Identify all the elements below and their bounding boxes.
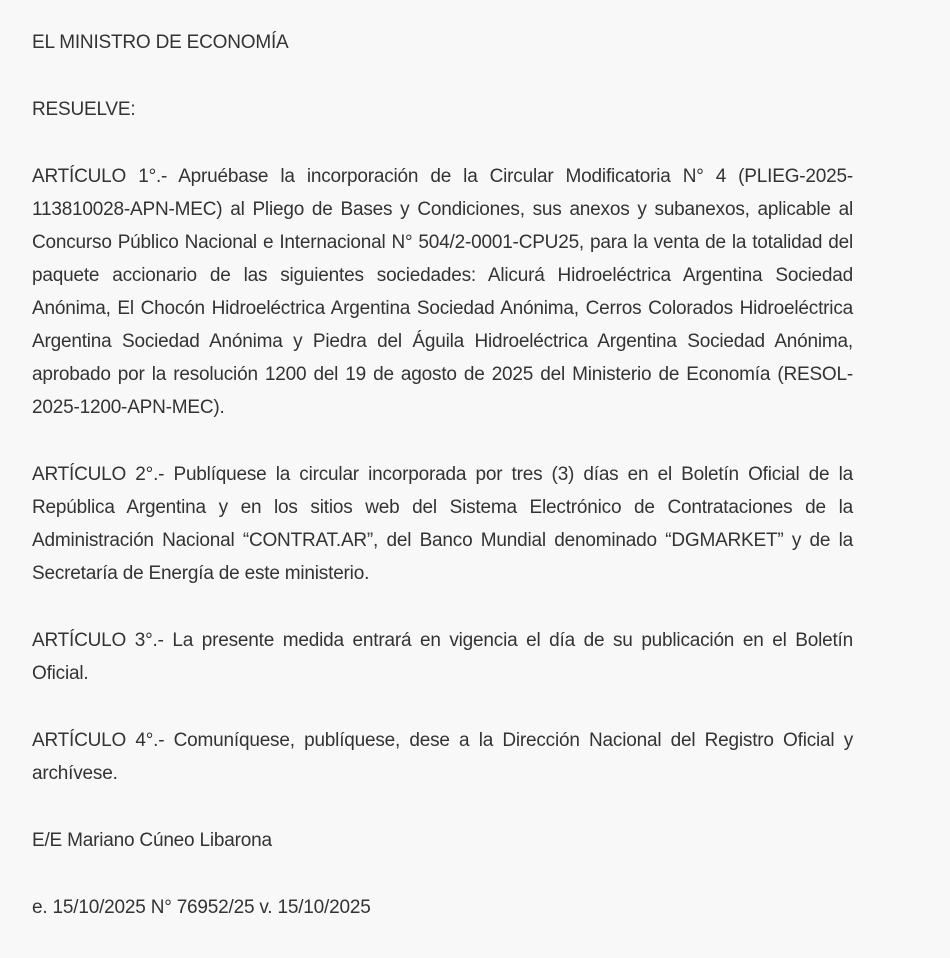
article-1: ARTÍCULO 1°.- Apruébase la incorporación de la Circular Modificatoria N° 4 (PLIEG-2025-113810028-APN-MEC) al Pliego de Bases y Condiciones, sus anexos y subanexos, aplicable al Concurso Público Nacional e Internacional N° 504/2-0001-CPU25, para la venta de la totalidad del paquete accionario de las siguientes sociedades: Alicurá Hidroeléctrica Argentina Sociedad Anónima, El Chocón Hidroeléctrica Argentina Sociedad Anónima, Cerros Colorados Hidroeléctrica Argentina Sociedad Anónima y Piedra del Águila Hidroeléctrica Argentina Sociedad Anónima, aprobado por la resolución 1200 del 19 de agosto de 2025 del Ministerio de Economía (RESOL-2025-1200-APN-MEC). bbox=[32, 166, 853, 418]
resolves-heading: RESUELVE: bbox=[32, 99, 136, 120]
document-body bbox=[32, 26, 853, 958]
publication-footer: e. 15/10/2025 N° 76952/25 v. 15/10/2025 bbox=[32, 897, 371, 918]
minister-heading: EL MINISTRO DE ECONOMÍA bbox=[32, 32, 289, 53]
article-2: ARTÍCULO 2°.- Publíquese la circular incorporada por tres (3) días en el Boletín Oficial de la República Argentina y en los sitios web del Sistema Electrónico de Contrataciones de la Administración Nacional “CONTRAT.AR”, del Banco Mundial denominado “DGMARKET” y de la Secretaría de Energía de este ministerio. bbox=[32, 464, 853, 584]
signature: E/E Mariano Cúneo Libarona bbox=[32, 830, 272, 851]
article-3: ARTÍCULO 3°.- La presente medida entrará en vigencia el día de su publicación en el Boletín Oficial. bbox=[32, 630, 853, 684]
article-4: ARTÍCULO 4°.- Comuníquese, publíquese, dese a la Dirección Nacional del Registro Oficial y archívese. bbox=[32, 730, 853, 784]
